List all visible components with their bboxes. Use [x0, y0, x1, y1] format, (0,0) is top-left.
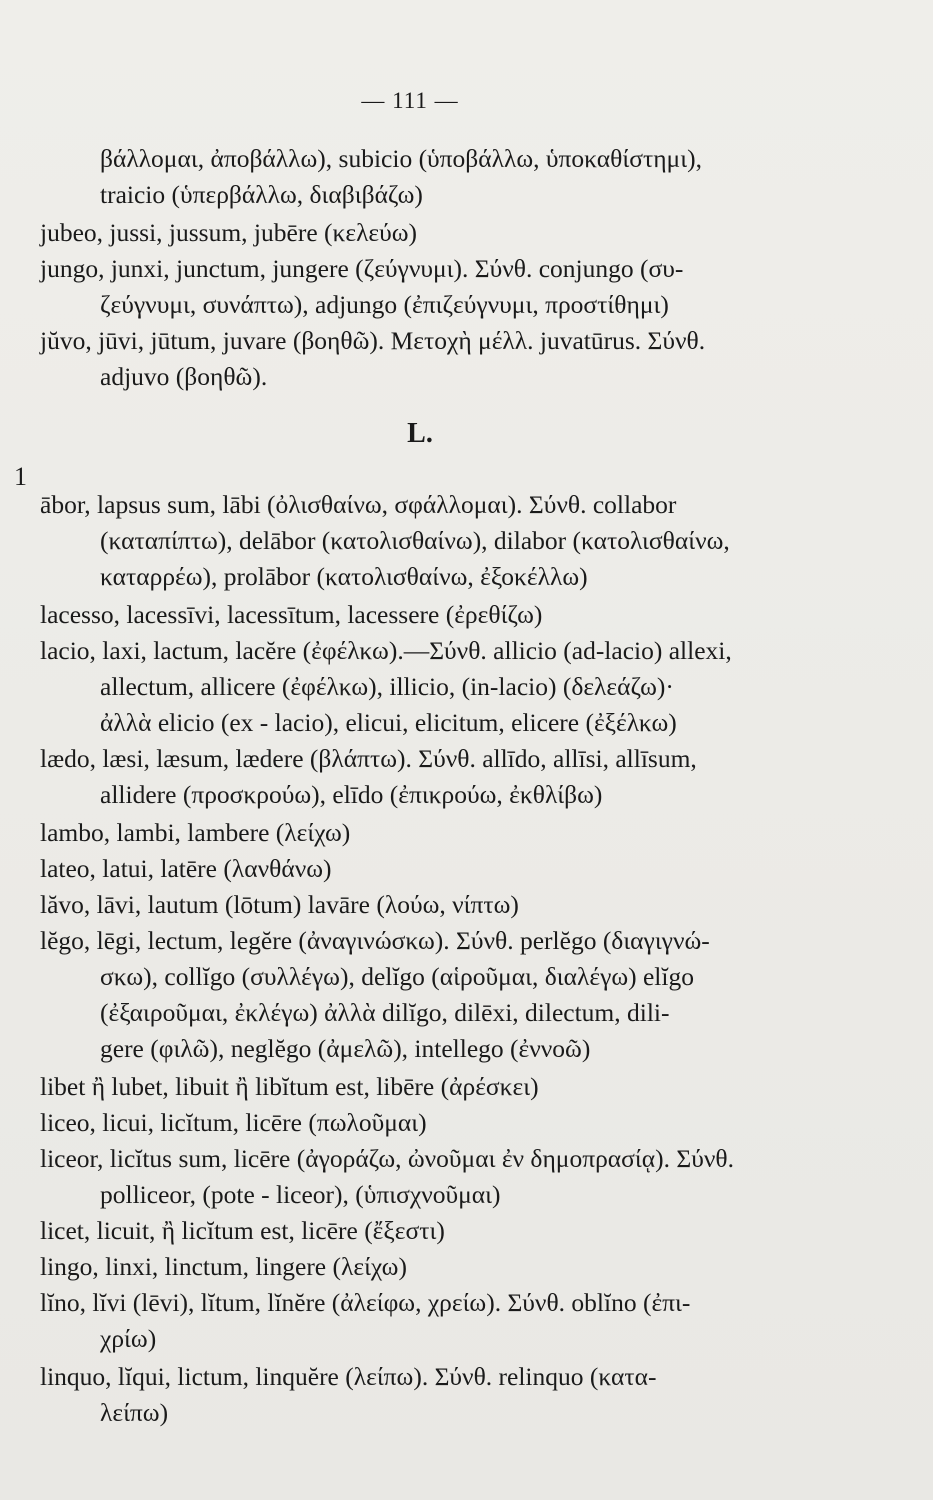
text-line: lateo, latui, latēre (λανθάνω) — [40, 854, 332, 883]
text-line: lacio, laxi, lactum, lacĕre (ἐφέλκω).—Σύνθ. allicio (ad-lacio) allexi, — [40, 636, 732, 665]
text-line: gere (φιλῶ), neglĕgo (ἀμελῶ), intellego (ἐννοῶ) — [100, 1034, 591, 1063]
text-line: ζεύγνυμι, συνάπτω), adjungo (ἐπιζεύγνυμι, προστίθημι) — [100, 290, 669, 319]
text-line: jubeo, jussi, jussum, jubēre (κελεύω) — [40, 218, 418, 247]
text-line: lacesso, lacessīvi, lacessītum, lacessere (ἐρεθίζω) — [40, 600, 543, 629]
text-line: (ἐξαιροῦμαι, ἐκλέγω) ἀλλὰ dilĭgo, dilēxi, dilectum, dili- — [100, 998, 670, 1027]
text-line: ābor, lapsus sum, lābi (ὀλισθαίνω, σφάλλομαι). Σύνθ. collabor — [40, 490, 677, 519]
text-line: καταρρέω), prolābor (κατολισθαίνω, ἐξοκέλλω) — [100, 562, 588, 591]
text-line: jŭvo, jūvi, jūtum, juvare (βοηθῶ). Μετοχὴ μέλλ. juvatūrus. Σύνθ. — [40, 326, 706, 355]
text-line: polliceor, (pote - liceor), (ὑπισχνοῦμαι) — [100, 1180, 501, 1209]
text-line: σκω), collĭgo (συλλέγω), delĭgo (αἱροῦμαι, διαλέγω) elĭgo — [100, 962, 694, 991]
text-line: liceo, licui, licĭtum, licēre (πωλοῦμαι) — [40, 1108, 427, 1137]
text-line: βάλλομαι, ἀποβάλλω), subicio (ὑποβάλλω, ὑποκαθίστημι), — [100, 144, 702, 173]
text-line: allectum, allicere (ἐφέλκω), illicio, (in-lacio) (δελεάζω)· — [100, 672, 674, 701]
margin-mark: 1 — [14, 462, 27, 491]
text-line: libet ἢ lubet, libuit ἢ libĭtum est, libēre (ἀρέσκει) — [40, 1072, 539, 1101]
section-heading-letter: L. — [407, 418, 433, 449]
text-line: liceor, licĭtus sum, licēre (ἀγοράζω, ὠνοῦμαι ἐν δημοπρασίᾳ). Σύνθ. — [40, 1144, 734, 1173]
text-line: χρίω) — [100, 1324, 157, 1353]
page-number: — 111 — — [361, 88, 459, 113]
text-line: linquo, lĭqui, lictum, linquĕre (λείπω). Σύνθ. relinquo (κατα- — [40, 1362, 657, 1391]
text-line: lambo, lambi, lambere (λείχω) — [40, 818, 351, 847]
text-line: allidere (προσκρούω), elīdo (ἐπικρούω, ἐκθλίβω) — [100, 780, 603, 809]
text-line: lĭno, lĭvi (lēvi), lĭtum, lĭnĕre (ἀλείφω, χρείω). Σύνθ. oblĭno (ἐπι- — [40, 1288, 691, 1317]
text-line: ἀλλὰ elicio (ex - lacio), elicui, elicitum, elicere (ἐξέλκω) — [100, 708, 677, 737]
text-line: lĕgo, lēgi, lectum, legĕre (ἀναγινώσκω). Σύνθ. perlĕgo (διαγιγνώ- — [40, 926, 710, 955]
text-line: licet, licuit, ἢ licĭtum est, licēre (ἔξεστι) — [40, 1216, 445, 1245]
text-line: (καταπίπτω), delābor (κατολισθαίνω), dilabor (κατολισθαίνω, — [100, 526, 730, 555]
text-line: lingo, linxi, linctum, lingere (λείχω) — [40, 1252, 407, 1281]
text-line: lăvo, lāvi, lautum (lōtum) lavāre (λούω, νίπτω) — [40, 890, 519, 919]
text-line: lædo, læsi, læsum, lædere (βλάπτω). Σύνθ. allīdo, allīsi, allīsum, — [40, 744, 697, 773]
text-line: jungo, junxi, junctum, jungere (ζεύγνυμι). Σύνθ. conjungo (συ- — [40, 254, 684, 283]
text-line: λείπω) — [100, 1398, 169, 1427]
text-line: adjuvo (βοηθῶ). — [100, 362, 268, 391]
text-line: traicio (ὑπερβάλλω, διαβιβάζω) — [100, 180, 423, 209]
